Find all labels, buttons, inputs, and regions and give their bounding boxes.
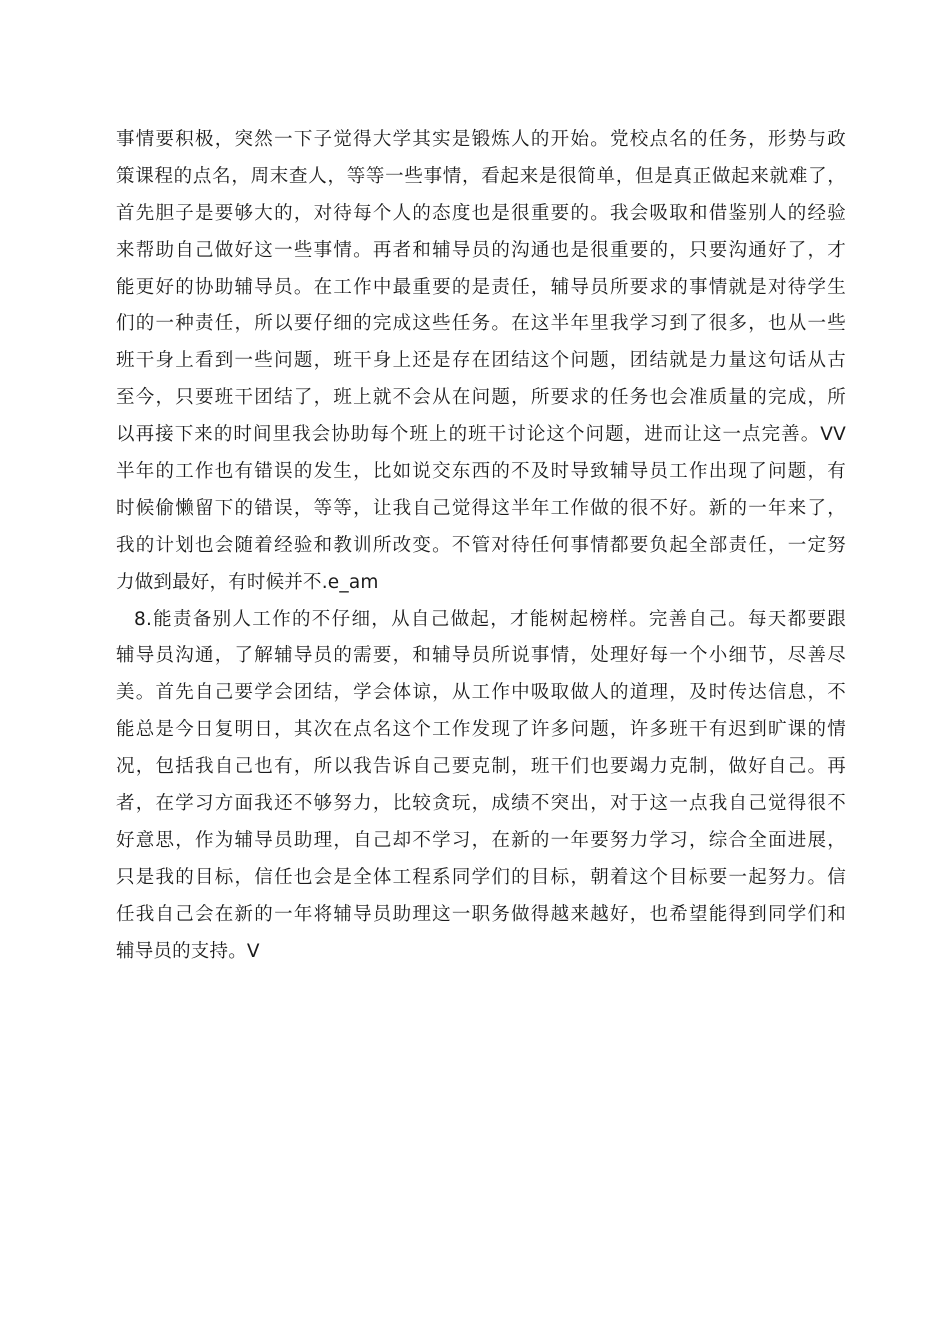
text-line: 至今，只要班干团结了，班上就不会从在问题，所要求的任务也会准质量的完成，所 (116, 387, 846, 409)
text-line-last: 辅导员的支持。V (116, 940, 260, 962)
text-line: 辅导员沟通，了解辅导员的需要，和辅导员所说事情，处理好每一个小细节，尽善尽 (116, 645, 846, 667)
text-line: 策课程的点名，周末查人，等等一些事情，看起来是很简单，但是真正做起来就难了， (116, 165, 846, 187)
text-line-last: 力做到最好，有时候并不.e_am (116, 571, 379, 593)
document-body (116, 122, 846, 970)
text-line: 任我自己会在新的一年将辅导员助理这一职务做得越来越好，也希望能得到同学们和 (116, 903, 846, 925)
text-line: 时候偷懒留下的错误，等等，让我自己觉得这半年工作做的很不好。新的一年来了， (116, 497, 846, 519)
paragraph-1 (116, 122, 846, 602)
text-line: 者，在学习方面我还不够努力，比较贪玩，成绩不突出，对于这一点我自己觉得很不 (116, 793, 846, 815)
text-line: 以再接下来的时间里我会协助每个班上的班干讨论这个问题，进而让这一点完善。VV (116, 424, 846, 446)
text-line: 我的计划也会随着经验和教训所改变。不管对待任何事情都要负起全部责任，一定努 (116, 534, 846, 556)
text-line: 们的一种责任，所以要仔细的完成这些任务。在这半年里我学习到了很多，也从一些 (116, 313, 846, 335)
text-line: 美。首先自己要学会团结，学会体谅，从工作中吸取做人的道理，及时传达信息，不 (116, 682, 846, 704)
text-line: 能更好的协助辅导员。在工作中最重要的是责任，辅导员所要求的事情就是对待学生 (116, 276, 846, 298)
text-line: 半年的工作也有错误的发生，比如说交东西的不及时导致辅导员工作出现了问题，有 (116, 461, 846, 483)
text-line: 首先胆子是要够大的，对待每个人的态度也是很重要的。我会吸取和借鉴别人的经验 (116, 202, 846, 224)
text-line: 班干身上看到一些问题，班干身上还是存在团结这个问题，团结就是力量这句话从古 (116, 350, 846, 372)
text-line: 来帮助自己做好这一些事情。再者和辅导员的沟通也是很重要的，只要沟通好了，才 (116, 239, 846, 261)
text-line-first: 8.能责备别人工作的不仔细，从自己做起，才能树起榜样。完善自己。每天都要跟 (134, 608, 846, 630)
text-line: 好意思，作为辅导员助理，自己却不学习，在新的一年要努力学习，综合全面进展， (116, 829, 846, 851)
text-line: 能总是今日复明日，其次在点名这个工作发现了许多问题，许多班干有迟到旷课的情 (116, 719, 846, 741)
text-line: 事情要积极，突然一下子觉得大学其实是锻炼人的开始。党校点名的任务，形势与政 (116, 129, 846, 150)
text-line: 只是我的目标，信任也会是全体工程系同学们的目标，朝着这个目标要一起努力。信 (116, 866, 846, 888)
text-line: 况，包括我自己也有，所以我告诉自己要克制，班干们也要竭力克制，做好自己。再 (116, 756, 846, 778)
paragraph-2 (116, 602, 846, 971)
